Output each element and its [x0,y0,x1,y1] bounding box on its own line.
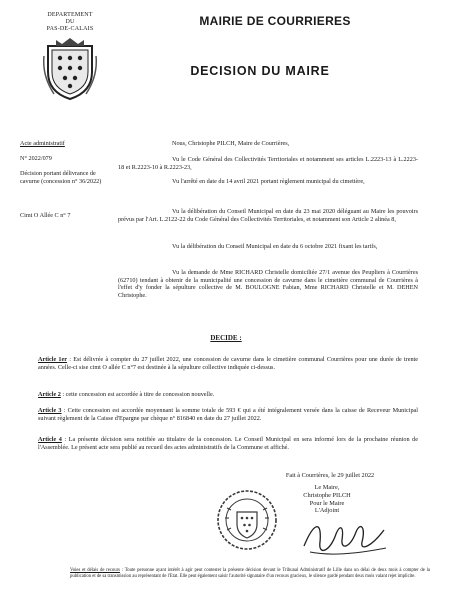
article-2 [38,391,418,399]
article-label: Article 2 [38,391,61,398]
article-text: : Cette concession est accordée moyennant la somme totale de 593 € qui a été intégralement versée dans la caisse de Receveur Municipal suivant règlement de la Caisse d'Epargne par chèque n° 816840 en date du 27 juillet 2022. [38,407,418,422]
request-paragraph: Vu la demande de Mme RICHARD Christelle domiciliée 27/1 avenue des Peupliers à Courrières (62710) tendant à obtenir de la municipalité une concession de cavurne dans le cimetière communal de Courrières à l'effet d'y fonder la sépulture collective de M. BOULOGNE Fabian, Mme RICHARD Christelle et M. DEHEN Christophe. [118,269,418,299]
article-3 [38,407,418,422]
decide-heading: DECIDE : [210,334,242,342]
concession-location: Cimt O Allée C n° 7 [20,212,71,219]
department-line: DU [65,19,75,25]
appeal-label: Voies et délais de recours [70,568,120,573]
department-header [38,12,102,33]
article-text: : cette concession est accordée à titre de concession nouvelle. [60,391,215,398]
signature-line: L'Adjoint [314,507,340,515]
official-stamp-icon [215,488,279,552]
appeal-text: : Toute personne ayant intérêt à agir peut contester la présente décision devant le Tribunal Administratif de Lille dans un délai de deux mois à compter de la publication et de sa transmission au représentant de l'Etat. Elle peut également saisir l'autorité signataire d'un recours gracieux, le silence gardé pendant deux mois valant rejet implicite. [70,568,430,579]
signature-date: Fait à Courrières, le 29 juillet 2022 [285,472,375,479]
article-4 [38,436,418,451]
article-1 [38,356,418,371]
visa-paragraph: Vu le Code Général des Collectivités Territoriales et notamment ses articles L.2223-13 à L.2223-18 et R.2223-10 à R.2223-23, [118,156,418,171]
article-text: : Est délivrée à compter du 27 juillet 2022, une concession de cavurne dans le cimetière communal Courrières pour une durée de trente années. Celle-ci sise cimt O allée C n°7 est destinée à la sépulture collective indiquée ci-dessus. [38,356,419,371]
visa-paragraph: Vu la délibération du Conseil Municipal en date du 23 mai 2020 déléguant au Maire les pouvoirs prévus par l'Art. L.2122-22 du Code Général des Collectivités Territoriales, et notamment son Article 2 alinéa 8, [118,208,418,223]
visa-paragraph: Vu l'arrêté en date du 14 avril 2021 portant règlement municipal du cimetière, [172,178,365,185]
act-reference: Acte administratif [20,140,65,147]
signature-line: Le Maire, [314,484,340,491]
document-title: DECISION DU MAIRE [190,64,330,78]
signature-line: Pour le Maire [309,499,345,507]
mairie-title: MAIRIE DE COURRIERES [199,14,351,28]
article-text: : La présente décision sera notifiée au titulaire de la concession. Le Conseil Municipal en sera informé lors de la prochaine réunion de l'Assemblée. Le présent acte sera publié au recueil des actes administratifs de la Commune et affiché. [38,436,418,451]
act-object: Décision portant délivrance de cavurne (concession n° 36/2022) [20,170,102,185]
department-line: PAS-DE-CALAIS [46,26,94,32]
coat-of-arms-icon [42,36,98,102]
act-number: N° 2022/079 [20,155,52,162]
intro-paragraph: Nous, Christophe PILCH, Maire de Courrières, [172,140,290,147]
article-label: Article 4 [38,436,62,443]
article-label: Article 1er [38,356,68,363]
appeal-notice [70,568,430,579]
visa-paragraph: Vu la délibération du Conseil Municipal en date du 6 octobre 2021 fixant les tarifs, [172,243,378,250]
department-line: DEPARTEMENT [47,12,93,18]
handwritten-signature-icon [300,512,390,560]
article-label: Article 3 [38,407,62,414]
signature-line: Christophe PILCH [303,491,351,499]
